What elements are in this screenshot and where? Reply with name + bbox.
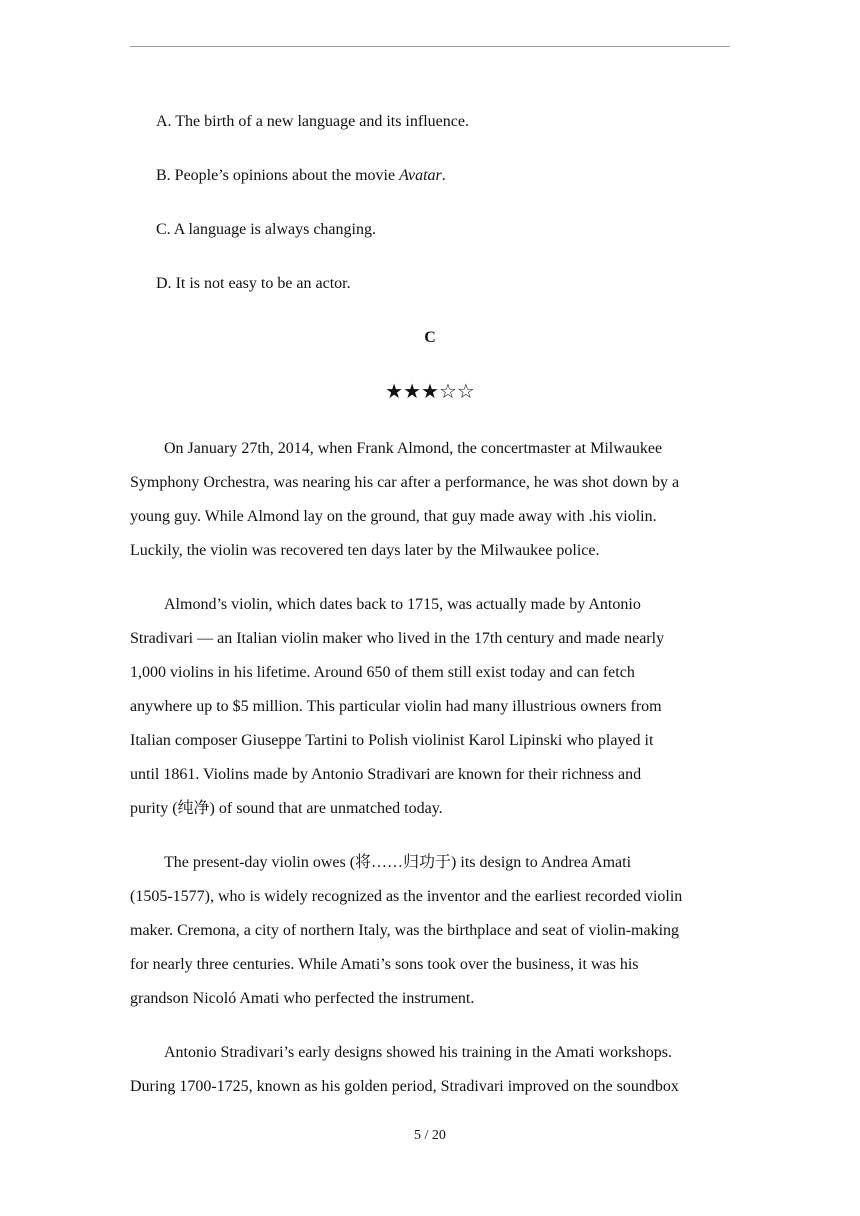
text-line: Italian composer Giuseppe Tartini to Polish violinist Karol Lipinski who played it (130, 732, 654, 749)
option-letter: B. (156, 167, 171, 184)
option-text: A language is always changing. (173, 221, 376, 238)
option-text: It is not easy to be an actor. (175, 275, 351, 292)
option-d (156, 270, 730, 297)
difficulty-stars: ★★★☆☆ (385, 379, 475, 403)
option-italic-title: Avatar (399, 167, 442, 184)
section-heading: C (424, 329, 436, 346)
option-letter: D. (156, 275, 172, 292)
option-b (156, 162, 730, 189)
option-a (156, 108, 730, 135)
option-text-end: . (441, 167, 446, 184)
header-rule (130, 46, 730, 47)
paragraph-2 (130, 588, 730, 826)
text-line: 1,000 violins in his lifetime. Around 650 of them still exist today and can fetch (130, 664, 635, 681)
text-line: During 1700-1725, known as his golden period, Stradivari improved on the soundbox (130, 1078, 679, 1095)
text-line: Luckily, the violin was recovered ten days later by the Milwaukee police. (130, 542, 600, 559)
paragraph-1 (130, 432, 730, 568)
text-line: purity (纯净) of sound that are unmatched today. (130, 800, 443, 817)
text-line: for nearly three centuries. While Amati’s sons took over the business, it was his (130, 956, 639, 973)
option-text: The birth of a new language and its influence. (175, 113, 469, 130)
text-line: until 1861. Violins made by Antonio Stradivari are known for their richness and (130, 766, 642, 783)
text-line: On January 27th, 2014, when Frank Almond, the concertmaster at Milwaukee (164, 440, 663, 457)
text-line: young guy. While Almond lay on the ground, that guy made away with .his violin. (130, 508, 657, 525)
text-line: Antonio Stradivari’s early designs showed his training in the Amati workshops. (164, 1044, 672, 1061)
text-line: Stradivari — an Italian violin maker who lived in the 17th century and made nearly (130, 630, 665, 647)
text-line: Symphony Orchestra, was nearing his car after a performance, he was shot down by a (130, 474, 680, 491)
option-text: People’s opinions about the movie (174, 167, 400, 184)
text-line: Almond’s violin, which dates back to 1715, was actually made by Antonio (164, 596, 641, 613)
answer-options (156, 108, 730, 324)
option-letter: A. (156, 113, 172, 130)
reading-passage (130, 432, 730, 1124)
text-line: grandson Nicoló Amati who perfected the instrument. (130, 990, 475, 1007)
page-number: 5 / 20 (414, 1128, 446, 1143)
text-line: The present-day violin owes (将……归功于) its design to Andrea Amati (164, 854, 632, 871)
option-letter: C. (156, 221, 171, 238)
text-line: maker. Cremona, a city of northern Italy, was the birthplace and seat of violin-making (130, 922, 680, 939)
paragraph-3 (130, 846, 730, 1016)
text-line: anywhere up to $5 million. This particular violin had many illustrious owners from (130, 698, 662, 715)
paragraph-4 (130, 1036, 730, 1104)
text-line: (1505-1577), who is widely recognized as the inventor and the earliest recorded violin (130, 888, 683, 905)
option-c (156, 216, 730, 243)
